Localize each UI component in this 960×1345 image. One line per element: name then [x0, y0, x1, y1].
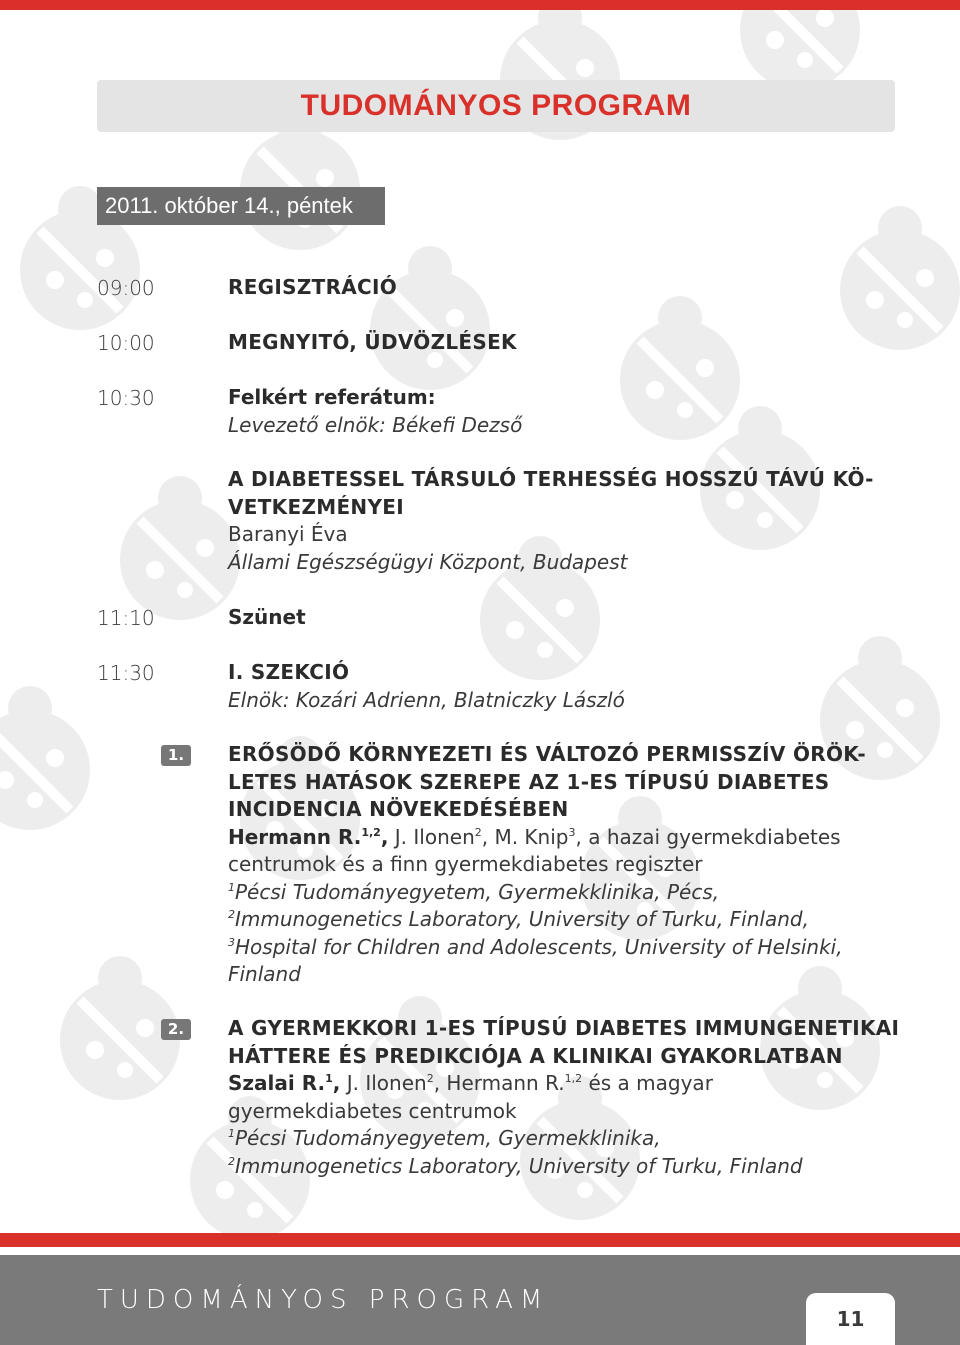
affiliation-tail: Finland	[228, 962, 301, 986]
time-registration: 09:00	[97, 276, 155, 300]
talk-number-badge: 1.	[161, 745, 191, 766]
time-session: 11:30	[97, 661, 155, 685]
affiliation: $^2$Immunogenetics Laboratory, University of Turku, Finland,	[228, 907, 809, 931]
talk-authors: Hermann R.$^{1,2}$, J. Ilonen$^2$, M. Knip$^3$, a hazai gyermekdiabetes	[228, 824, 841, 849]
session-chairs: Elnök: Kozári Adrienn, Blatniczky László	[228, 687, 625, 712]
break-title: Szünet	[228, 605, 306, 629]
talk-1	[228, 741, 888, 989]
talk-title-line: LETES HATÁSOK SZEREPE AZ 1-ES TÍPUSÚ DIABETES	[228, 769, 830, 794]
presenter: Szalai R.	[228, 1071, 326, 1095]
lecture-institution: Állami Egészségügyi Központ, Budapest	[228, 549, 628, 574]
opening-title: MEGNYITÓ, ÜDVÖZLÉSEK	[228, 330, 517, 354]
presenter: Hermann R.	[228, 824, 362, 849]
invited-chair: Levezető elnök: Békefi Dezső	[228, 412, 523, 437]
lecture-title-line-1: A DIABETESSEL TÁRSULÓ TERHESSÉG HOSSZÚ TÁVÚ KÖ-	[228, 467, 874, 491]
talk-authors-cont: gyermekdiabetes centrumok	[228, 1098, 517, 1123]
talk-number-badge: 2.	[161, 1019, 191, 1040]
talk-title-line: INCIDENCIA NÖVEKEDÉSÉBEN	[228, 797, 569, 821]
lecture-speaker: Baranyi Éva	[228, 522, 348, 546]
footer	[0, 1255, 960, 1345]
lecture-title-line-2: VETKEZMÉNYEI	[228, 494, 404, 519]
footer-title: TUDOMÁNYOS PROGRAM	[97, 1285, 550, 1315]
date-label: 2011. október 14., péntek	[97, 187, 385, 225]
time-opening: 10:00	[97, 331, 155, 355]
talk-authors-cont: centrumok és a finn gyermekdiabetes regiszter	[228, 852, 703, 876]
page-number: 11	[836, 1307, 865, 1331]
header-band	[97, 80, 895, 132]
talk-title-line: A GYERMEKKORI 1-ES TÍPUSÚ DIABETES IMMUNGENETIKAI	[228, 1016, 900, 1040]
talk-title-line: ERŐSÖDŐ KÖRNYEZETI ÉS VÁLTOZÓ PERMISSZÍV ÖRÖK-	[228, 742, 866, 766]
bottom-accent-bar	[0, 1233, 960, 1247]
page-title: TUDOMÁNYOS PROGRAM	[300, 89, 692, 122]
affiliation: $^2$Immunogenetics Laboratory, University of Turku, Finland	[228, 1153, 803, 1178]
affiliation: $^1$Pécsi Tudományegyetem, Gyermekklinika,	[228, 1126, 661, 1150]
session-title: I. SZEKCIÓ	[228, 660, 350, 684]
page-number-tab	[806, 1293, 895, 1345]
talk-2	[228, 1015, 900, 1180]
invited-title: Felkért referátum:	[228, 385, 436, 409]
affiliation: $^1$Pécsi Tudományegyetem, Gyermekklinika, Pécs,	[228, 879, 720, 904]
top-accent-bar	[0, 0, 960, 10]
talk-authors: Szalai R.$^1$, J. Ilonen$^2$, Hermann R.$^{1,2}$ és a magyar	[228, 1071, 713, 1095]
time-break: 11:10	[97, 606, 155, 630]
registration-title: REGISZTRÁCIÓ	[228, 275, 398, 299]
talk-title-line: HÁTTERE ÉS PREDIKCIÓJA A KLINIKAI GYAKORLATBAN	[228, 1043, 843, 1068]
time-invited: 10:30	[97, 386, 155, 410]
affiliation: $^3$Hospital for Children and Adolescents, University of Helsinki,	[228, 934, 843, 959]
